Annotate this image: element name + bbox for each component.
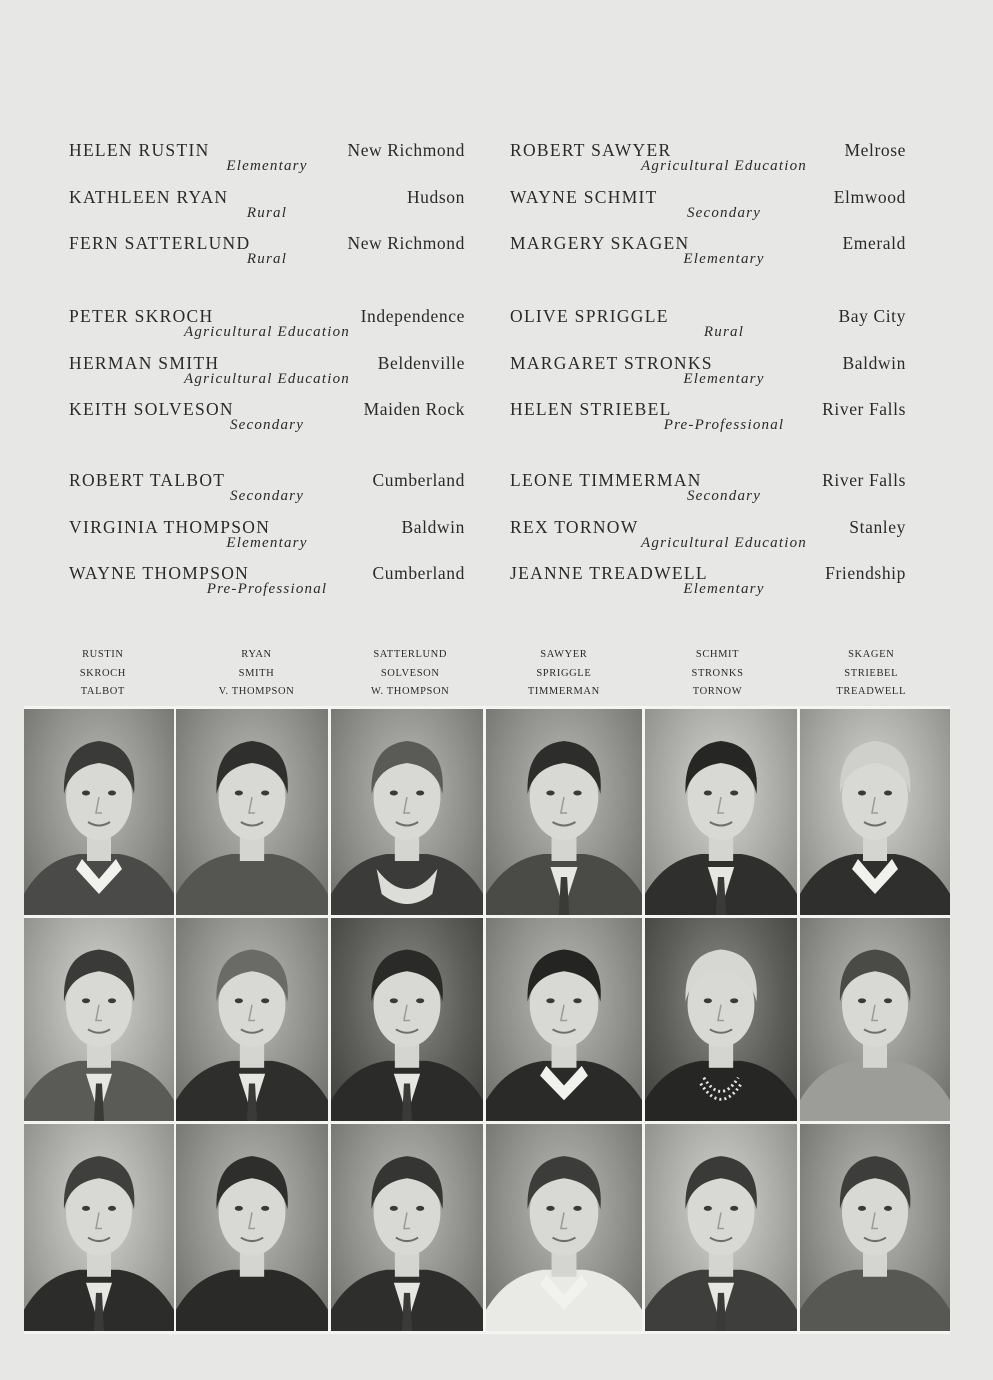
roster-entry <box>510 563 906 609</box>
portrait-photo <box>331 1124 483 1331</box>
roster-entry <box>69 470 465 516</box>
student-name: VIRGINIA THOMPSON <box>69 516 271 537</box>
portrait-silhouette <box>800 709 950 915</box>
course-of-study: Elementary <box>683 581 765 597</box>
roster-entry <box>69 140 465 186</box>
photo-key-column <box>26 646 180 702</box>
roster-entry <box>510 233 906 279</box>
hometown: Elmwood <box>833 186 906 207</box>
portrait-silhouette <box>176 1124 328 1331</box>
portrait-photo <box>486 1124 642 1331</box>
portrait-silhouette <box>645 918 797 1121</box>
hometown: New Richmond <box>347 140 465 160</box>
hometown: Independence <box>360 306 465 326</box>
student-name: PETER SKROCH <box>69 306 214 326</box>
portrait-photo <box>331 918 483 1121</box>
photo-key-label: STRONKS <box>691 667 744 679</box>
student-name: LEONE TIMMERMAN <box>510 470 702 490</box>
portrait-photo <box>645 1124 797 1331</box>
photo-key-label: SPRIGGLE <box>536 667 592 679</box>
course-of-study: Agricultural Education <box>641 534 807 551</box>
portrait-photo <box>24 709 174 915</box>
roster-entry <box>510 187 906 233</box>
portrait-silhouette <box>176 709 328 915</box>
course-of-study: Secondary <box>229 488 305 504</box>
course-of-study: Secondary <box>686 488 762 504</box>
photo-key-label: STRIEBEL <box>844 667 899 679</box>
student-name: WAYNE SCHMIT <box>510 186 658 207</box>
portrait-silhouette <box>486 1124 642 1331</box>
photo-key-label: TALBOT <box>80 686 125 697</box>
roster-entry <box>510 140 906 186</box>
student-name: HERMAN SMITH <box>69 352 220 373</box>
portrait-photo <box>486 918 642 1121</box>
roster-entry <box>69 306 465 352</box>
student-name: ROBERT TALBOT <box>69 470 226 490</box>
portrait-silhouette <box>24 1124 174 1331</box>
photo-key-column <box>180 646 334 702</box>
student-name: JEANNE TREADWELL <box>510 563 708 583</box>
student-name: WAYNE THOMPSON <box>69 563 250 583</box>
roster-entry <box>69 187 465 233</box>
student-name: REX TORNOW <box>510 516 639 537</box>
photo-key-column <box>641 646 795 702</box>
hometown: Baldwin <box>842 352 906 373</box>
student-name: KEITH SOLVESON <box>69 399 234 419</box>
hometown: Baldwin <box>401 516 465 537</box>
roster-entry <box>69 353 465 399</box>
portrait-photo <box>176 918 328 1121</box>
photo-key-label: TREADWELL <box>836 686 906 697</box>
portrait-silhouette <box>176 918 328 1121</box>
portrait-photo <box>486 709 642 915</box>
course-of-study: Rural <box>246 251 288 267</box>
course-of-study: Rural <box>246 204 288 221</box>
course-of-study: Agricultural Education <box>641 158 807 174</box>
roster-entry <box>510 470 906 516</box>
roster-entry <box>510 306 906 352</box>
portrait-photo <box>800 1124 950 1331</box>
roster-entry <box>510 517 906 563</box>
portrait-photo <box>800 918 950 1121</box>
hometown: Maiden Rock <box>363 399 465 419</box>
student-name: FERN SATTERLUND <box>69 233 251 253</box>
portrait-photo <box>24 1124 174 1331</box>
portrait-silhouette <box>331 709 483 915</box>
course-of-study: Agricultural Education <box>184 370 350 387</box>
photo-key-label: SMITH <box>238 667 275 679</box>
roster-entry <box>69 399 465 445</box>
student-name: MARGERY SKAGEN <box>510 233 690 253</box>
portrait-silhouette <box>486 709 642 915</box>
portrait-photo <box>800 709 950 915</box>
hometown: Cumberland <box>372 470 465 490</box>
portrait-photo <box>24 918 174 1121</box>
hometown: Stanley <box>849 516 906 537</box>
photo-key-label: TORNOW <box>692 686 743 697</box>
course-of-study: Elementary <box>683 251 765 267</box>
student-name: OLIVE SPRIGGLE <box>510 306 669 326</box>
course-of-study: Elementary <box>226 534 308 551</box>
portrait-photo <box>645 709 797 915</box>
photo-key-label: RUSTIN <box>82 649 124 660</box>
photo-key-label: SOLVESON <box>380 667 440 679</box>
hometown: Friendship <box>825 563 906 583</box>
portrait-photo <box>176 1124 328 1331</box>
photo-key-label: TIMMERMAN <box>527 686 600 697</box>
portrait-photo <box>176 709 328 915</box>
course-of-study: Elementary <box>683 370 765 387</box>
hometown: Beldenville <box>377 352 465 373</box>
photo-key-label: SATTERLUND <box>373 649 448 660</box>
roster-entry <box>510 399 906 445</box>
hometown: Cumberland <box>372 563 465 583</box>
hometown: River Falls <box>822 470 906 490</box>
photo-key <box>26 646 948 702</box>
photo-key-column <box>487 646 641 702</box>
hometown: New Richmond <box>347 233 465 253</box>
hometown: Hudson <box>406 186 465 207</box>
course-of-study: Secondary <box>686 204 762 221</box>
portrait-silhouette <box>486 918 642 1121</box>
portrait-silhouette <box>331 918 483 1121</box>
course-of-study: Secondary <box>229 417 305 433</box>
photo-key-column <box>794 646 948 702</box>
portrait-silhouette <box>24 709 174 915</box>
course-of-study: Agricultural Education <box>184 324 350 340</box>
hometown: Bay City <box>838 306 906 326</box>
photo-key-label: SKAGEN <box>848 649 895 660</box>
course-of-study: Pre-Professional <box>206 581 328 597</box>
roster-entry <box>69 233 465 279</box>
portrait-silhouette <box>24 918 174 1121</box>
photo-key-label: SCHMIT <box>695 649 740 660</box>
portrait-silhouette <box>800 918 950 1121</box>
portrait-photo <box>331 709 483 915</box>
photo-key-label: SAWYER <box>540 649 588 660</box>
hometown: River Falls <box>822 399 906 419</box>
photo-key-label: V. THOMPSON <box>218 686 295 697</box>
roster-entry <box>69 517 465 563</box>
course-of-study: Pre-Professional <box>663 417 785 433</box>
portrait-photo <box>645 918 797 1121</box>
portrait-silhouette <box>331 1124 483 1331</box>
portrait-silhouette <box>800 1124 950 1331</box>
course-of-study: Rural <box>703 324 745 340</box>
student-name: HELEN RUSTIN <box>69 140 210 160</box>
photo-key-label: W. THOMPSON <box>370 686 450 697</box>
photo-key-label: RYAN <box>241 649 272 660</box>
portrait-silhouette <box>645 709 797 915</box>
student-name: KATHLEEN RYAN <box>69 186 229 207</box>
student-name: ROBERT SAWYER <box>510 140 672 160</box>
roster-entry <box>69 563 465 609</box>
course-of-study: Elementary <box>226 158 308 174</box>
portrait-grid <box>24 706 950 1334</box>
student-name: HELEN STRIEBEL <box>510 399 672 419</box>
student-name: MARGARET STRONKS <box>510 352 713 373</box>
hometown: Emerald <box>842 233 906 253</box>
photo-key-column <box>333 646 487 702</box>
roster-entry <box>510 353 906 399</box>
portrait-silhouette <box>645 1124 797 1331</box>
hometown: Melrose <box>844 140 906 160</box>
photo-key-label: SKROCH <box>79 667 126 679</box>
